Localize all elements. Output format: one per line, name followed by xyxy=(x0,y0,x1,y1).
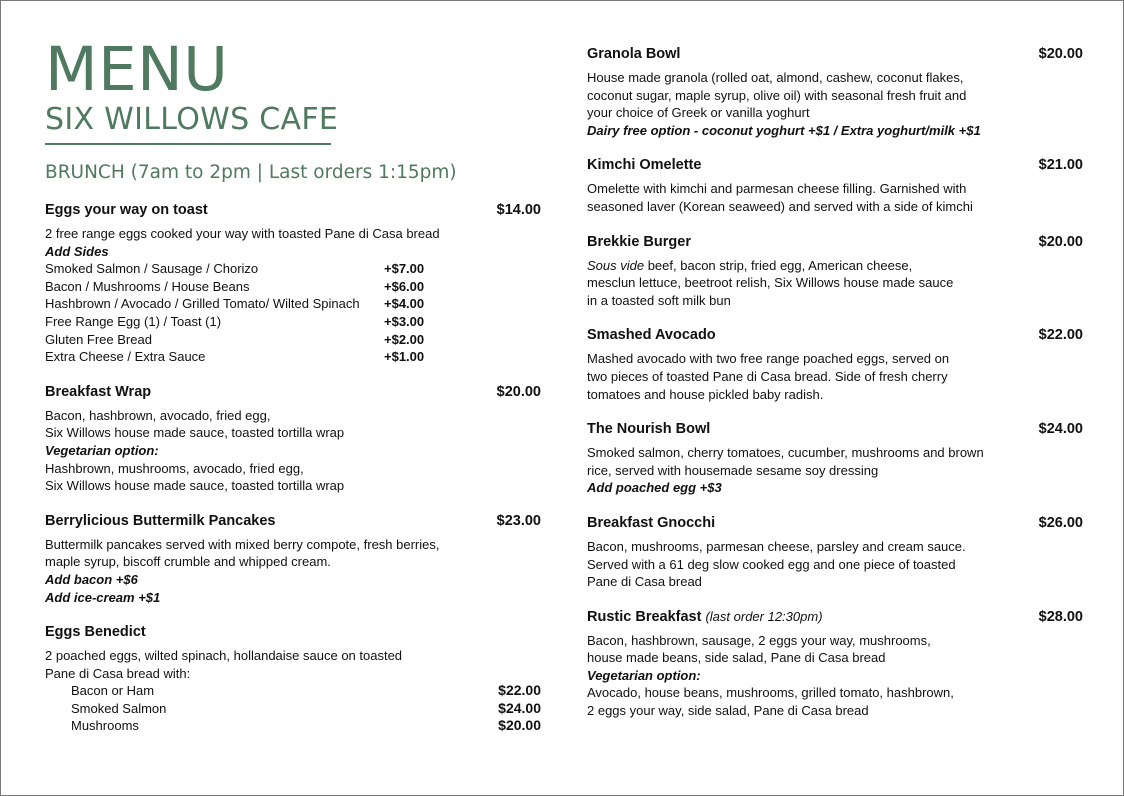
side-row xyxy=(45,348,541,366)
item-description: rice, served with housemade sesame soy dressing xyxy=(587,462,879,478)
item-description: House made granola (rolled oat, almond, cashew, coconut flakes, xyxy=(587,70,964,85)
item-description-rest: beef, bacon strip, fried egg, American cheese, xyxy=(644,257,913,273)
item-price: $14.00 xyxy=(496,202,541,218)
item-name: Breakfast Gnocchi xyxy=(587,514,716,531)
item-description: 2 poached eggs, wilted spinach, hollandaise sauce on toasted xyxy=(45,648,403,664)
item-description: Served with a 61 deg slow cooked egg and one piece of toasted xyxy=(587,556,956,572)
item-description: Omelette with kimchi and parmesan cheese filling. Garnished with xyxy=(587,181,967,197)
side-price: +$2.00 xyxy=(384,331,425,347)
menu-item-smashed-avocado xyxy=(587,324,1083,403)
item-name: Eggs Benedict xyxy=(45,624,146,641)
menu-title: MENU xyxy=(45,34,229,105)
title-underline xyxy=(45,143,331,145)
item-name: Berrylicious Buttermilk Pancakes xyxy=(45,512,276,529)
item-description: seasoned laver (Korean seaweed) and served with a side of kimchi xyxy=(587,198,973,214)
menu-item-pancakes xyxy=(45,510,541,606)
item-price: $24.00 xyxy=(1038,421,1083,438)
side-label: Free Range Egg (1) / Toast (1) xyxy=(45,313,222,329)
side-price: +$1.00 xyxy=(384,349,425,365)
option-price: $22.00 xyxy=(498,682,541,699)
side-label: Gluten Free Bread xyxy=(45,331,152,347)
vegetarian-label: Vegetarian option: xyxy=(587,667,701,683)
item-description xyxy=(587,257,1083,275)
add-on-note: Add bacon +$6 xyxy=(45,571,138,587)
option-label: Mushrooms xyxy=(71,718,139,734)
add-sides-heading: Add Sides xyxy=(45,243,109,259)
item-description: Bacon, mushrooms, parmesan cheese, parsley and cream sauce. xyxy=(587,538,966,554)
item-description: Bacon, hashbrown, avocado, fried egg, xyxy=(45,407,271,423)
item-description: your choice of Greek or vanilla yoghurt xyxy=(587,105,810,121)
option-label: Bacon or Ham xyxy=(71,683,155,699)
vegetarian-label: Vegetarian option: xyxy=(45,442,159,458)
item-description: Bacon, hashbrown, sausage, 2 eggs your way, mushrooms, xyxy=(587,632,931,648)
side-label: Bacon / Mushrooms / House Beans xyxy=(45,278,250,294)
item-description: 2 free range eggs cooked your way with toasted Pane di Casa bread xyxy=(45,226,440,241)
menu-item-brekkie-burger xyxy=(587,231,1083,310)
option-price: $24.00 xyxy=(498,699,541,716)
side-price: +$7.00 xyxy=(384,261,425,277)
item-name: Granola Bowl xyxy=(587,46,681,62)
side-price: +$4.00 xyxy=(384,296,425,312)
side-price: +$3.00 xyxy=(384,313,425,329)
menu-item-nourish-bowl xyxy=(587,418,1083,497)
right-column xyxy=(587,43,1083,720)
side-row xyxy=(45,260,541,278)
side-label: Extra Cheese / Extra Sauce xyxy=(45,349,206,365)
item-description: two pieces of toasted Pane di Casa bread. Side of fresh cherry xyxy=(587,368,948,384)
option-label: Smoked Salmon xyxy=(71,700,167,716)
brand-block xyxy=(45,34,339,145)
item-description: Mashed avocado with two free range poached eggs, served on xyxy=(587,351,950,367)
item-name: Rustic Breakfast xyxy=(587,608,702,625)
item-price: $22.00 xyxy=(1038,327,1083,344)
item-price: $20.00 xyxy=(1038,233,1083,250)
item-name: Eggs your way on toast xyxy=(45,202,208,218)
cafe-name: SIX WILLOWS CAFE xyxy=(45,102,339,137)
sous-vide-text: Sous vide xyxy=(587,257,645,273)
vegetarian-description: Avocado, house beans, mushrooms, grilled tomato, hashbrown, xyxy=(587,685,954,701)
item-price: $21.00 xyxy=(1038,157,1083,174)
option-price: $20.00 xyxy=(498,717,541,734)
vegetarian-description: 2 eggs your way, side salad, Pane di Casa bread xyxy=(587,703,869,719)
vegetarian-description: Hashbrown, mushrooms, avocado, fried egg, xyxy=(45,460,304,476)
side-row xyxy=(45,278,541,296)
sides-list xyxy=(45,260,541,366)
item-description: mesclun lettuce, beetroot relish, Six Willows house made sauce xyxy=(587,275,954,291)
side-label: Hashbrown / Avocado / Grilled Tomato/ Wilted Spinach xyxy=(45,296,360,312)
menu-item-rustic-breakfast xyxy=(587,606,1083,720)
menu-item-breakfast-gnocchi xyxy=(587,512,1083,591)
option-row xyxy=(45,717,541,735)
brunch-heading: BRUNCH (7am to 2pm | Last orders 1:15pm) xyxy=(45,162,457,183)
menu-item-kimchi-omelette xyxy=(587,154,1083,215)
item-price: $26.00 xyxy=(1038,514,1083,531)
dairy-free-note: Dairy free option - coconut yoghurt +$1 / Extra yoghurt/milk +$1 xyxy=(587,122,981,138)
side-row xyxy=(45,331,541,349)
last-order-note: (last order 12:30pm) xyxy=(705,608,823,624)
menu-item-eggs-toast xyxy=(45,199,541,366)
side-row xyxy=(45,313,541,331)
item-description: Six Willows house made sauce, toasted tortilla wrap xyxy=(45,425,345,441)
side-row xyxy=(45,295,541,313)
vegetarian-description: Six Willows house made sauce, toasted tortilla wrap xyxy=(45,478,345,494)
benedict-options xyxy=(45,682,541,735)
item-description: Pane di Casa bread with: xyxy=(45,665,191,681)
item-price: $28.00 xyxy=(1038,608,1083,625)
menu-item-granola-bowl xyxy=(587,43,1083,139)
item-description: Buttermilk pancakes served with mixed berry compote, fresh berries, xyxy=(45,536,440,552)
item-description: maple syrup, biscoff crumble and whipped cream. xyxy=(45,554,331,570)
item-price: $23.00 xyxy=(496,512,541,529)
item-name: Brekkie Burger xyxy=(587,233,691,250)
item-description: coconut sugar, maple syrup, olive oil) with seasonal fresh fruit and xyxy=(587,87,967,103)
item-name: Breakfast Wrap xyxy=(45,383,152,400)
item-name: Kimchi Omelette xyxy=(587,157,702,174)
item-description: house made beans, side salad, Pane di Casa bread xyxy=(587,650,886,666)
item-price: $20.00 xyxy=(1038,46,1083,62)
menu-item-breakfast-wrap xyxy=(45,381,541,495)
left-column xyxy=(45,199,541,735)
menu-item-eggs-benedict xyxy=(45,621,541,735)
item-description: Pane di Casa bread xyxy=(587,574,702,590)
item-name-group xyxy=(587,606,823,628)
item-description: in a toasted soft milk bun xyxy=(587,292,731,308)
item-name: The Nourish Bowl xyxy=(587,421,711,438)
option-row xyxy=(45,700,541,718)
item-description: tomatoes and house pickled baby radish. xyxy=(587,386,824,402)
option-row xyxy=(45,682,541,700)
add-on-note: Add poached egg +$3 xyxy=(587,480,722,496)
add-on-note: Add ice-cream +$1 xyxy=(45,589,161,605)
item-price: $20.00 xyxy=(496,383,541,400)
item-description: Smoked salmon, cherry tomatoes, cucumber, mushrooms and brown xyxy=(587,445,984,461)
side-label: Smoked Salmon / Sausage / Chorizo xyxy=(45,261,259,277)
side-price: +$6.00 xyxy=(384,278,425,294)
item-name: Smashed Avocado xyxy=(587,327,716,344)
